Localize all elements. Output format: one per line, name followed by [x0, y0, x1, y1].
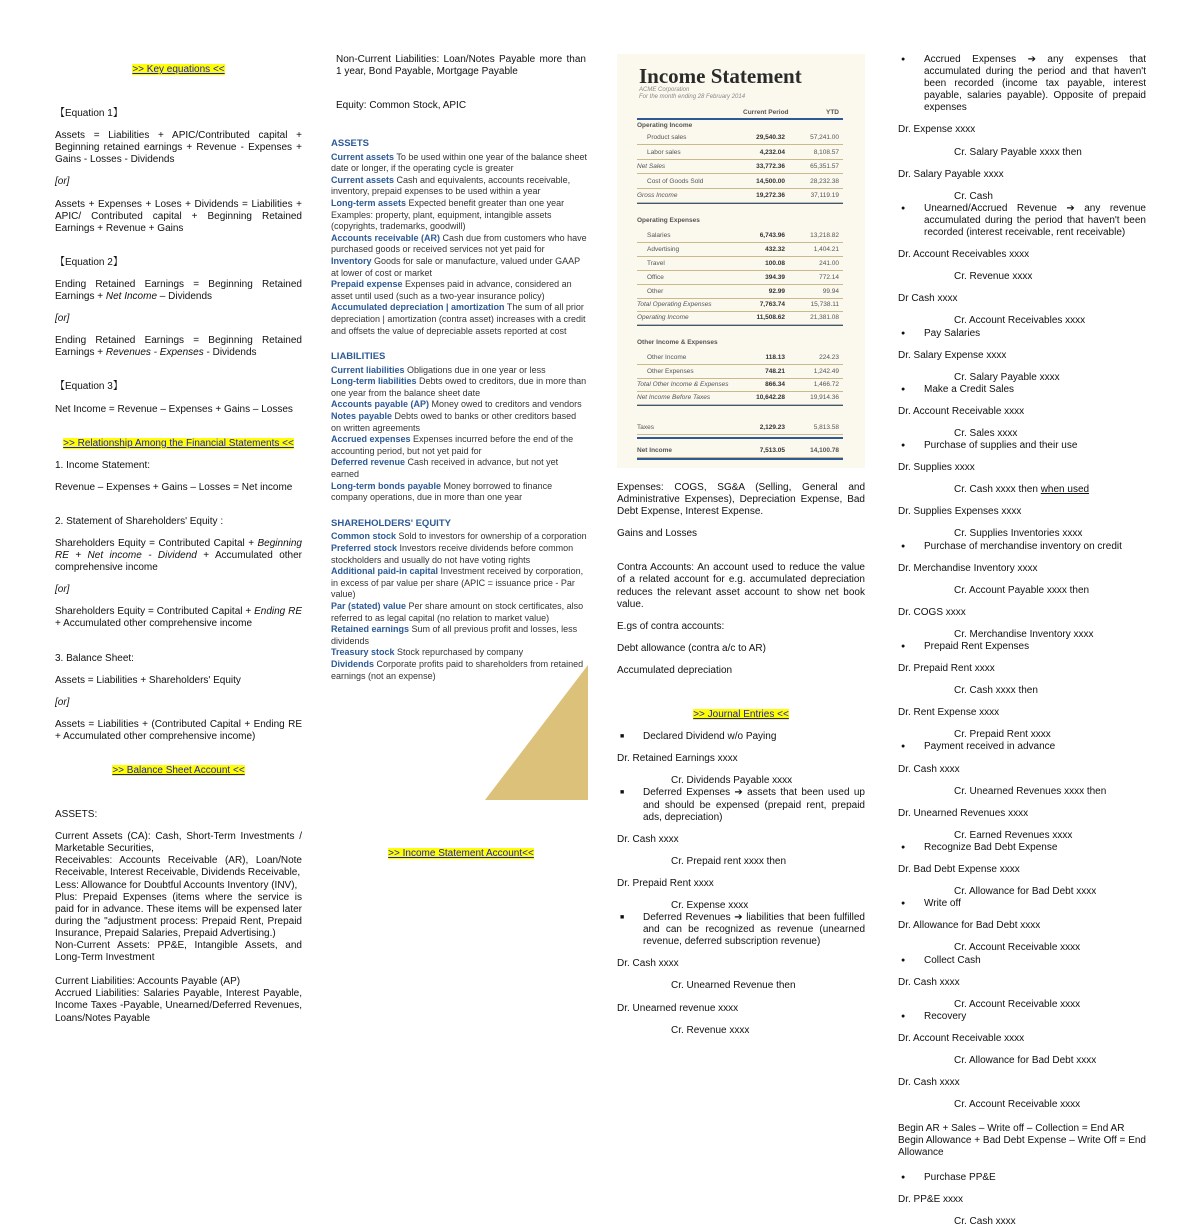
is-row-divider: [637, 311, 843, 312]
is-row-label: Taxes: [637, 424, 654, 431]
journal-dr: Dr. Cash xxxx: [898, 763, 960, 775]
def-item: Accounts payable (AP) Money owed to creditors and vendors: [331, 399, 582, 410]
relationship-heading: >> Relationship Among the Financial Statements <<: [63, 437, 294, 449]
is-row-ytd: 99.94: [822, 288, 839, 295]
rel2-body2: Shareholders Equity = Contributed Capital + Ending RE + Accumulated other comprehensive income: [55, 606, 303, 630]
is-row-ytd: 65,351.57: [810, 163, 839, 170]
journal-dr: Dr. Account Receivables xxxx: [898, 249, 1030, 261]
journal-bullet: ● Unearned/Accrued Revenue ➔ any revenue accumulated during the period that haven't been recorded (interest receivable, rent receivable): [898, 203, 1146, 239]
journal-cr: Cr. Merchandise Inventory xxxx: [954, 628, 1094, 640]
journal-cr: Cr. Account Receivable xxxx: [954, 1099, 1081, 1111]
journal-dr: Dr. Allowance for Bad Debt xxxx: [898, 920, 1041, 932]
bs-line-6: Current Liabilities: Accounts Payable (AP): [55, 976, 241, 988]
is-row-current: 14,500.00: [756, 178, 785, 185]
def-item: Current assets Cash and equivalents, accounts receivable, inventory, prepaid expenses to be used within a year: [331, 174, 571, 197]
journal-cr: Cr. Salary Payable xxxx then: [954, 146, 1082, 158]
is-row-label: Operating Income: [637, 314, 689, 321]
is-row-label: Salaries: [647, 232, 671, 239]
is-row-divider: [637, 284, 843, 285]
is-row-divider: [637, 404, 843, 405]
is-row-ytd: 1,242.49: [813, 368, 839, 375]
journal-cr: Cr. Allowance for Bad Debt xxxx: [954, 886, 1097, 898]
is-row-label: Cost of Goods Sold: [647, 178, 704, 185]
journal-cr: Cr. Prepaid Rent xxxx: [954, 729, 1051, 741]
income-statement-heading: >> Income Statement Account<<: [388, 848, 534, 859]
is-row-current: 6,743.96: [759, 232, 785, 239]
journal-cr: Cr. Account Receivable xxxx: [954, 942, 1081, 954]
is-row-ytd: 8,108.57: [813, 149, 839, 156]
is-row-current: 7,513.05: [759, 447, 785, 454]
journal-dr: Dr. Merchandise Inventory xxxx: [898, 562, 1038, 574]
is-row-divider: [637, 391, 843, 392]
journal-bullet: ● Collect Cash: [898, 955, 1146, 967]
journal-cr: Cr. Expense xxxx: [671, 899, 749, 911]
account-definitions: [331, 132, 587, 682]
is-row-label: Office: [647, 274, 664, 281]
journal-dr: Dr. Cash xxxx: [898, 1077, 960, 1089]
eq2-label: 【Equation 2】: [55, 256, 123, 268]
journal-cr: Cr. Prepaid rent xxxx then: [671, 855, 787, 867]
is-section: Operating Expenses: [637, 217, 700, 224]
bs-line-4: Plus: Prepaid Expenses (items where the service is paid for in advance. These items will be expensed later during the "adjustment process: Prepaid Rent, Prepaid Insurance, Prepaid Salaries, Prepaid Advertising.): [55, 891, 302, 939]
is-row-ytd: 5,813.58: [813, 424, 839, 431]
def-item: Long-term assets Expected benefit greater than one year Examples: property, plant, equipment, intangible assets (copyrights, trademarks, goodwill): [331, 197, 565, 232]
journal-cr: Cr. Cash xxxx then: [954, 685, 1038, 697]
column-3: [617, 482, 865, 1037]
journal-dr: Dr. Supplies xxxx: [898, 462, 975, 474]
is-row-divider: [637, 159, 843, 160]
is-row-divider: [637, 144, 843, 145]
bs-line-2: Receivables: Accounts Receivable (AR), Loan/Note Receivable, Interest Receivable, Dividends Receivable,: [55, 855, 302, 879]
journal-bullet: ● Write off: [898, 898, 1146, 910]
eq1-line1: Assets = Liabilities + APIC/Contributed capital + Beginning retained earnings + Revenue - Expenses + Gains - Losses - Dividends: [55, 130, 302, 166]
or-text: [or]: [55, 696, 70, 708]
is-row-current: 748.21: [765, 368, 785, 375]
contra-item: Accumulated depreciation: [617, 664, 733, 676]
def-item: Prepaid expense Expenses paid in advance, considered an asset until used (such as a two-year insurance policy): [331, 279, 572, 301]
def-item: Retained earnings Sum of all previous profit and losses, less dividends: [331, 624, 578, 646]
journal-dr: Dr. Salary Payable xxxx: [898, 168, 1004, 180]
eq3-label: 【Equation 3】: [55, 381, 123, 393]
is-row-current: 7,763.74: [759, 301, 785, 308]
is-row-ytd: 1,466.72: [813, 381, 839, 388]
journal-bullet: ● Prepaid Rent Expenses: [898, 641, 1146, 653]
def-item: Notes payable Debts owed to banks or other creditors based on written agreements: [331, 411, 577, 433]
is-row-label: Net Income Before Taxes: [637, 394, 711, 401]
is-row-current: 92.99: [768, 288, 785, 295]
journal-cr: Cr. Dividends Payable xxxx: [671, 775, 793, 787]
journal-cr: Cr. Allowance for Bad Debt xxxx: [954, 1054, 1097, 1066]
journal-cr: Cr. Cash: [954, 190, 993, 202]
journal-cr: Cr. Account Receivables xxxx: [954, 315, 1086, 327]
rel1-title: 1. Income Statement:: [55, 459, 151, 471]
is-row-ytd: 15,738.11: [810, 301, 839, 308]
eq1-label: 【Equation 1】: [55, 108, 123, 120]
journal-cr: Cr. Revenue xxxx: [954, 271, 1033, 283]
journal-bullet: ● Recovery: [898, 1011, 1146, 1023]
is-row-label: Net Income: [637, 447, 673, 454]
is-row-ytd: 241.00: [819, 260, 839, 267]
def-item: Accrued expenses Expenses incurred before the end of the accounting period, but not yet paid for: [331, 434, 574, 456]
is-title: Income Statement: [639, 64, 802, 88]
def-item: Accumulated depreciation | amortization The sum of all prior depreciation | amortization (contra asset) increases with a credit and offsets the value of depreciable assets reported at cost: [331, 302, 586, 336]
is-row-current: 19,272.36: [756, 192, 785, 199]
journal-dr: Dr. Cash xxxx: [898, 976, 960, 988]
is-row-divider: [637, 202, 843, 203]
journal-cr: Cr. Unearned Revenues xxxx then: [954, 785, 1107, 797]
gains-losses: Gains and Losses: [617, 528, 698, 540]
balance-sheet-heading: >> Balance Sheet Account <<: [112, 765, 245, 776]
is-row-ytd: 21,381.08: [810, 314, 839, 321]
is-row-current: 118.13: [765, 354, 785, 361]
journal-bullet: ● Make a Credit Sales: [898, 384, 1146, 396]
def-item: Preferred stock Investors receive dividends before common stockholders and usually do not have voting rights: [331, 543, 574, 565]
journal-cr: Cr. Sales xxxx: [954, 427, 1018, 439]
def-item: Par (stated) value Per share amount on stock certificates, also referred to as legal capital (no relation to market value): [331, 600, 584, 623]
def-item: Long-term bonds payable Money borrowed to finance company operations, due in more than one year: [331, 480, 553, 503]
rel2-body: Shareholders Equity = Contributed Capital + Beginning RE + Net income - Dividend + Accumulated other comprehensive income: [55, 537, 302, 574]
journal-dr: Dr. Retained Earnings xxxx: [617, 753, 738, 765]
is-row-current: 33,772.36: [756, 163, 785, 170]
journal-dr: Dr. Salary Expense xxxx: [898, 349, 1007, 361]
is-row-ytd: 37,119.19: [810, 192, 839, 199]
def-item: Dividends Corporate profits paid to shareholders from retained earnings (not an expense): [331, 658, 584, 681]
is-row-label: Advertising: [647, 246, 680, 253]
eq3-line1: Net Income = Revenue – Expenses + Gains – Losses: [55, 403, 293, 415]
journal-dr: Dr. Unearned Revenues xxxx: [898, 807, 1029, 819]
is-row-current: 866.34: [765, 381, 785, 388]
def-item: Long-term liabilities Debts owed to creditors, due in more than one year from the balance sheet date: [331, 376, 587, 398]
journal-bullet: ● Purchase of merchandise inventory on credit: [898, 541, 1146, 553]
journal-dr: Dr. Account Receivable xxxx: [898, 405, 1025, 417]
journal-dr: Dr. Supplies Expenses xxxx: [898, 506, 1022, 518]
journal-cr: Cr. Salary Payable xxxx: [954, 371, 1060, 383]
journal-dr: Dr. Prepaid Rent xxxx: [617, 877, 714, 889]
equity-line: Equity: Common Stock, APIC: [336, 100, 467, 112]
is-row-ytd: 57,241.00: [810, 134, 839, 141]
is-row-label: Gross Income: [637, 192, 678, 199]
journal-bullet: ● Payment received in advance: [898, 741, 1146, 753]
eq2-line1: Ending Retained Earnings = Beginning Retained Earnings + Net Income – Dividends: [55, 278, 302, 303]
journal-dr: Dr. PP&E xxxx: [898, 1193, 964, 1205]
income-statement-image: Income Statement ACME Corporation For the month ending 28 February 2014 Current Period YTD Operating Income Operating Expenses Other Income & Expenses Product sales 29,540.32 57,241.00 Labor sales 4,232.04 8,108.57 Net Sales 33,772.36 65,351.57 Cost of Goods Sold 14,500.00 28,232.38 Gross Income 19,272.36 37,119.19 Salaries 6,743.96 13,218.82 Advertising 432.32 1,404.21 Travel 100.08 241.00 Office 394.39 772.14 Other 92.99 99.94 Total Operating Expenses 7,763.74 15,738.11 Operating Income 11,508.62 21,381.08 Other Income 118.13 224.23 Other Expenses 748.21 1,242.49 Total Other Income & Expenses 866.34 1,466.72 Net Income Before Taxes 10,642.28 19,914.36 Taxes 2,129.23 5,813.58 Net Income 7,513.05 14,100.78: [617, 54, 865, 468]
decorative-triangle: [485, 665, 588, 800]
journal-cr: Cr. Cash xxxx: [954, 1215, 1016, 1227]
journal-bullet: ● Pay Salaries: [898, 328, 1146, 340]
journal-dr: Dr. COGS xxxx: [898, 606, 966, 618]
def-item: Treasury stock Stock repurchased by company: [331, 647, 524, 658]
key-equations-heading: >> Key equations <<: [132, 64, 225, 75]
column-2: [336, 54, 586, 122]
liabilities-section-heading: LIABILITIES: [331, 351, 386, 363]
def-item: Accounts receivable (AR) Cash due from customers who have purchased goods or received services not yet paid for: [331, 232, 587, 255]
contra-item: Debt allowance (contra a/c to AR): [617, 642, 766, 654]
rel1-body: Revenue – Expenses + Gains – Losses = Net income: [55, 481, 293, 493]
expenses-text: Expenses: COGS, SG&A (Selling, General and Administrative Expenses), Depreciation Expense, Bad Debt Expense, Interest Expense.: [617, 482, 865, 518]
is-row-ytd: 28,232.38: [810, 178, 839, 185]
contra-text: Contra Accounts: An account used to reduce the value of a related account for e.g. accumulated depreciation reduces the relevant asset account to show net book value.: [617, 562, 865, 610]
is-row-label: Net Sales: [637, 163, 666, 170]
is-row-divider: [637, 242, 843, 243]
or-text: [or]: [55, 313, 70, 325]
journal-dr: Dr. Expense xxxx: [898, 124, 976, 136]
column-4: [898, 54, 1146, 1228]
is-row-divider: [637, 364, 843, 365]
is-row-ytd: 19,914.36: [810, 394, 839, 401]
is-row-current: 2,129.23: [759, 424, 785, 431]
journal-bullet: ● Purchase PP&E: [898, 1172, 1146, 1184]
journal-cr: Cr. Cash xxxx then when used: [954, 484, 1090, 496]
journal-bullet: ■ Deferred Expenses ➔ assets that been used up and should be expensed (prepaid rent, prepaid ads, depreciation): [617, 787, 865, 823]
or-text: [or]: [55, 176, 70, 188]
is-row-divider: [637, 457, 843, 458]
rel2-title: 2. Statement of Shareholders' Equity :: [55, 515, 224, 527]
journal-cr: Cr. Supplies Inventories xxxx: [954, 528, 1083, 540]
is-row-divider: [637, 324, 843, 325]
bs-line-5: Non-Current Assets: PP&E, Intangible Assets, and Long-Term Investment: [55, 940, 302, 964]
column-1: [55, 54, 302, 1025]
is-subtitle: ACME Corporation For the month ending 28 February 2014: [639, 87, 746, 100]
eq2-line2: Ending Retained Earnings = Beginning Retained Earnings + Revenues - Expenses - Dividends: [55, 335, 302, 359]
journal-bullet: ● Recognize Bad Debt Expense: [898, 842, 1146, 854]
assets-label: ASSETS:: [55, 809, 98, 821]
journal-bullet: ● Accrued Expenses ➔ any expenses that accumulated during the period and that haven't been recorded (income tax payable, interest payable, salaries payable). Opposite of prepaid expenses: [898, 54, 1146, 114]
journal-cr: Cr. Unearned Revenue then: [671, 980, 796, 992]
def-item: Current liabilities Obligations due in one year or less: [331, 364, 546, 375]
is-row-divider: [637, 298, 843, 299]
equity-section-heading: SHAREHOLDERS' EQUITY: [331, 517, 451, 529]
is-section: Other Income & Expenses: [637, 339, 718, 346]
is-row-divider: [637, 256, 843, 257]
bs-line-1: Current Assets (CA): Cash, Short-Term Investments / Marketable Securities,: [55, 831, 302, 855]
journal-cr: Cr. Account Payable xxxx then: [954, 584, 1090, 596]
bs-line-3: Less: Allowance for Doubtful Accounts Inventory (INV),: [55, 879, 298, 891]
is-row-label: Other Expenses: [647, 368, 694, 375]
is-row-divider: [637, 378, 843, 379]
allowance-formula: Begin Allowance + Bad Debt Expense – Write Off = End Allowance: [898, 1135, 1146, 1159]
is-row-ytd: 1,404.21: [813, 246, 839, 253]
is-row-current: 10,642.28: [756, 394, 785, 401]
is-row-current: 432.32: [765, 246, 785, 253]
def-item: Current assets To be used within one year of the balance sheet date or longer, if the operating cycle is greater: [331, 151, 587, 174]
is-row-current: 4,232.04: [759, 149, 785, 156]
def-item: Deferred revenue Cash received in advance, but not yet earned: [331, 457, 559, 480]
is-row-divider: [637, 270, 843, 271]
def-item: Inventory Goods for sale or manufacture, valued under GAAP at lower of cost or market: [331, 255, 580, 278]
journal-dr: Dr. Bad Debt Expense xxxx: [898, 864, 1020, 876]
journal-cr: Cr. Revenue xxxx: [671, 1024, 750, 1036]
is-row-current: 29,540.32: [756, 134, 785, 141]
is-row-label: Travel: [647, 260, 665, 267]
is-row-current: 394.39: [765, 274, 785, 281]
is-row-label: Other Income: [647, 354, 687, 361]
is-row-ytd: 772.14: [819, 274, 839, 281]
is-section: Operating Income: [637, 122, 693, 129]
journal-dr: Dr. Cash xxxx: [617, 833, 679, 845]
journal-dr: Dr Cash xxxx: [898, 293, 958, 305]
rel3-body2: Assets = Liabilities + (Contributed Capital + Ending RE + Accumulated other comprehensive income): [55, 718, 302, 742]
journal-dr: Dr. Unearned revenue xxxx: [617, 1002, 739, 1014]
is-row-divider: [637, 434, 843, 435]
is-row-ytd: 13,218.82: [810, 232, 839, 239]
assets-section-heading: ASSETS: [331, 138, 370, 149]
journal-entries-heading: >> Journal Entries <<: [693, 709, 789, 721]
is-row-label: Labor sales: [647, 149, 681, 156]
journal-dr: Dr. Rent Expense xxxx: [898, 707, 1000, 719]
is-row-ytd: 224.23: [819, 354, 839, 361]
journal-dr: Dr. Cash xxxx: [617, 958, 679, 970]
journal-dr: Dr. Account Receivable xxxx: [898, 1032, 1025, 1044]
is-row-label: Product sales: [647, 134, 687, 141]
is-row-label: Total Other Income & Expenses: [637, 381, 729, 388]
non-current-liabilities: Non-Current Liabilities: Loan/Notes Payable more than 1 year, Bond Payable, Mortgage Payable: [336, 54, 586, 78]
is-row-ytd: 14,100.78: [810, 447, 839, 454]
is-row-divider: [637, 173, 843, 174]
is-row-current: 11,508.62: [756, 314, 785, 321]
is-row-divider: [637, 188, 843, 189]
ar-formula: Begin AR + Sales – Write off – Collection = End AR: [898, 1123, 1125, 1135]
eq1-line2: Assets + Expenses + Loses + Dividends = Liabilities + APIC/ Contributed capital + Beginning Retained Earnings + Revenue + Gains: [55, 198, 302, 234]
journal-bullet: ■ Deferred Revenues ➔ liabilities that been fulfilled and can be recognized as revenue (unearned revenue, deferred subscription revenue): [617, 912, 865, 948]
rel3-body1: Assets = Liabilities + Shareholders' Equity: [55, 674, 241, 686]
journal-bullet: ■ Declared Dividend w/o Paying: [617, 731, 865, 743]
journal-bullet: ● Purchase of supplies and their use: [898, 440, 1146, 452]
def-item: Additional paid-in capital Investment received by corporation, in excess of par value per share (APIC = issuance price - Par value): [331, 566, 584, 600]
bs-line-7: Accrued Liabilities: Salaries Payable, Interest Payable, Income Taxes -Payable, Unearned/Deferred Revenues, Loans/Notes Payable: [55, 988, 302, 1024]
is-row-current: 100.08: [765, 260, 785, 267]
rel3-title: 3. Balance Sheet:: [55, 652, 134, 664]
or-text: [or]: [55, 584, 70, 596]
is-row-label: Total Operating Expenses: [637, 301, 712, 308]
contra-eg: E.gs of contra accounts:: [617, 620, 725, 632]
journal-cr: Cr. Account Receivable xxxx: [954, 998, 1081, 1010]
journal-cr: Cr. Earned Revenues xxxx: [954, 829, 1073, 841]
is-row-label: Other: [647, 288, 664, 295]
def-item: Common stock Sold to investors for ownership of a corporation: [331, 531, 587, 542]
journal-dr: Dr. Prepaid Rent xxxx: [898, 663, 995, 675]
